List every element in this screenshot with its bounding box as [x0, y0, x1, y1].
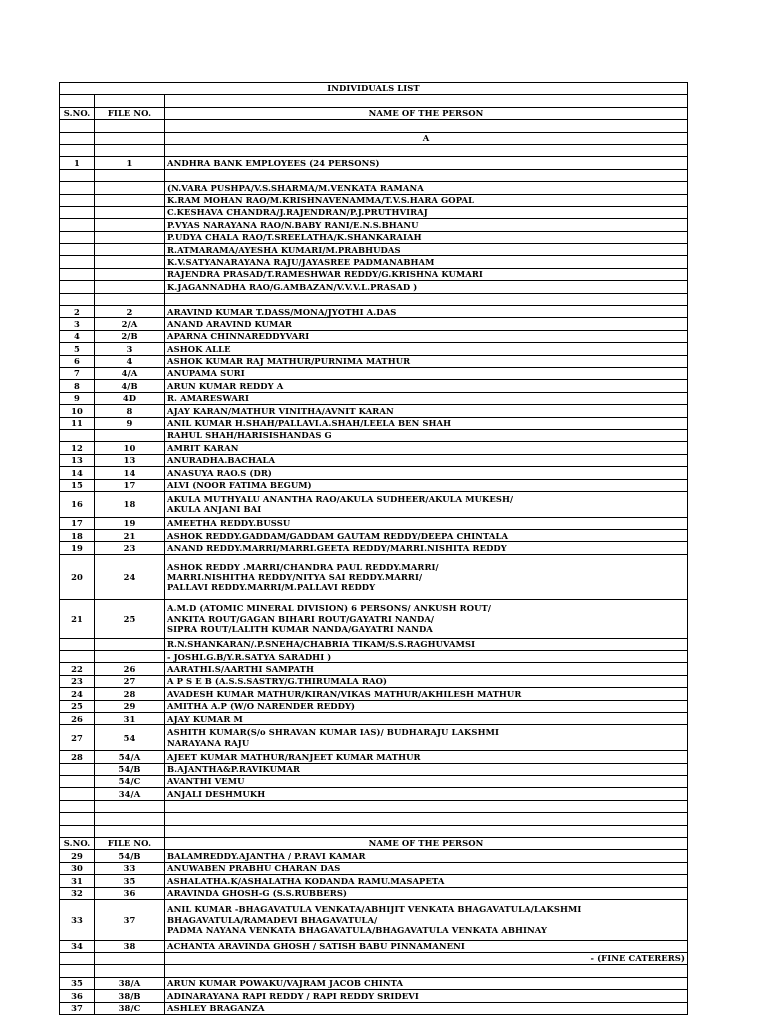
title-row: [60, 83, 688, 95]
serial-number: 26: [60, 713, 95, 725]
file-number: 18: [95, 491, 165, 517]
table-row: [60, 417, 688, 429]
file-number: [95, 800, 165, 812]
file-number: 2: [95, 306, 165, 318]
person-name: K.V.SATYANARAYANA RAJU/JAYASREE PADMANABHAM: [165, 256, 688, 268]
file-number: [95, 281, 165, 293]
serial-number: 9: [60, 392, 95, 404]
person-name: AJEET KUMAR MATHUR/RANJEET KUMAR MATHUR: [165, 751, 688, 763]
person-name: RAHUL SHAH/HARISISHANDAS G: [165, 429, 688, 441]
person-name: ANDHRA BANK EMPLOYEES (24 PERSONS): [165, 157, 688, 169]
table-row: [60, 638, 688, 650]
file-number: [95, 825, 165, 837]
file-number: [95, 651, 165, 663]
person-name: [165, 293, 688, 305]
file-number: 38/A: [95, 977, 165, 989]
person-name: ANUWABEN PRABHU CHARAN DAS: [165, 862, 688, 874]
table-row: [60, 663, 688, 675]
table-row: [60, 293, 688, 305]
table-row: [60, 554, 688, 600]
spacer-row: [60, 120, 688, 132]
serial-number: [60, 800, 95, 812]
serial-number: 36: [60, 990, 95, 1002]
serial-number: [60, 813, 95, 825]
person-name: [165, 965, 688, 977]
file-number: 4: [95, 355, 165, 367]
file-number: 54/B: [95, 763, 165, 775]
table-row: [60, 206, 688, 218]
spacer-row: [60, 95, 688, 107]
header-name: NAME OF THE PERSON: [165, 107, 688, 119]
person-name: P.UDYA CHALA RAO/T.SREELATHA/K.SHANKARAIAH: [165, 231, 688, 243]
file-number: 4/A: [95, 367, 165, 379]
table-row: [60, 990, 688, 1002]
table-row: [60, 675, 688, 687]
serial-number: 22: [60, 663, 95, 675]
file-number: 25: [95, 600, 165, 638]
file-number: 54/B: [95, 850, 165, 862]
table-row: [60, 479, 688, 491]
file-number: 24: [95, 554, 165, 600]
person-name: AVANTHI VEMU: [165, 775, 688, 787]
person-name: AMEETHA REDDY.BUSSU: [165, 517, 688, 529]
serial-number: [60, 206, 95, 218]
person-name: ACHANTA ARAVINDA GHOSH / SATISH BABU PINNAMANENI: [165, 940, 688, 952]
table-row: [60, 800, 688, 812]
table-row: [60, 813, 688, 825]
serial-number: 31: [60, 875, 95, 887]
table-row: [60, 965, 688, 977]
serial-number: 29: [60, 850, 95, 862]
table-row: [60, 763, 688, 775]
file-number: 17: [95, 479, 165, 491]
serial-number: 15: [60, 479, 95, 491]
person-name: ANAND ARAVIND KUMAR: [165, 318, 688, 330]
table-row: [60, 1002, 688, 1014]
table-row: [60, 467, 688, 479]
table-row: [60, 651, 688, 663]
serial-number: [60, 965, 95, 977]
file-number: 54/A: [95, 751, 165, 763]
table-row: [60, 231, 688, 243]
file-number: 36: [95, 887, 165, 899]
person-name: A.M.D (ATOMIC MINERAL DIVISION) 6 PERSONS/ ANKUSH ROUT/ ANKITA ROUT/GAGAN BIHARI ROUT/GAYATRI NANDA/ SIPRA ROUT/LALITH KUMAR NANDA/GAYATRI NANDA: [165, 600, 688, 638]
header-row: [60, 107, 688, 119]
table-row: [60, 542, 688, 554]
table-row: [60, 775, 688, 787]
serial-number: 27: [60, 725, 95, 751]
person-name: ASHLEY BRAGANZA: [165, 1002, 688, 1014]
table-row: [60, 169, 688, 181]
serial-number: [60, 763, 95, 775]
file-number: [95, 813, 165, 825]
file-number: [95, 194, 165, 206]
person-name: AVADESH KUMAR MATHUR/KIRAN/VIKAS MATHUR/AKHILESH MATHUR: [165, 688, 688, 700]
person-name: ANIL KUMAR H.SHAH/PALLAVI.A.SHAH/LEELA BEN SHAH: [165, 417, 688, 429]
serial-number: [60, 194, 95, 206]
serial-number: [60, 788, 95, 800]
table-row: [60, 517, 688, 529]
table-row: [60, 491, 688, 517]
file-number: 35: [95, 875, 165, 887]
table-row: [60, 952, 688, 964]
header-sno: S.NO.: [60, 107, 95, 119]
file-number: 29: [95, 700, 165, 712]
table-row: [60, 454, 688, 466]
person-name: ALVI (NOOR FATIMA BEGUM): [165, 479, 688, 491]
serial-number: 25: [60, 700, 95, 712]
table-row: [60, 144, 688, 156]
table-row: [60, 862, 688, 874]
section-row: [60, 132, 688, 144]
serial-number: 16: [60, 491, 95, 517]
file-number: [95, 169, 165, 181]
serial-number: [60, 244, 95, 256]
serial-number: [60, 268, 95, 280]
table-row: [60, 306, 688, 318]
person-name: ARAVIND KUMAR T.DASS/MONA/JYOTHI A.DAS: [165, 306, 688, 318]
table-row: [60, 256, 688, 268]
person-name: R. AMARESWARI: [165, 392, 688, 404]
table-row: [60, 380, 688, 392]
table-row: [60, 343, 688, 355]
file-number: [95, 182, 165, 194]
header-file: FILE NO.: [95, 107, 165, 119]
person-name: AMITHA A.P (W/O NARENDER REDDY): [165, 700, 688, 712]
person-name: APARNA CHINNAREDDYVARI: [165, 330, 688, 342]
person-name: ARUN KUMAR REDDY A: [165, 380, 688, 392]
serial-number: 18: [60, 530, 95, 542]
table-row: [60, 281, 688, 293]
table-row: [60, 330, 688, 342]
table-row: [60, 977, 688, 989]
serial-number: 33: [60, 899, 95, 940]
serial-number: 21: [60, 600, 95, 638]
serial-number: [60, 775, 95, 787]
file-number: 38/B: [95, 990, 165, 1002]
person-name: [165, 813, 688, 825]
file-number: 13: [95, 454, 165, 466]
serial-number: 11: [60, 417, 95, 429]
serial-number: [60, 825, 95, 837]
file-number: 9: [95, 417, 165, 429]
person-name: ASHOK REDDY .MARRI/CHANDRA PAUL REDDY.MARRI/ MARRI.NISHITHA REDDY/NITYA SAI REDDY.MARRI/ PALLAVI REDDY.MARRI/M.PALLAVI REDDY: [165, 554, 688, 600]
serial-number: 7: [60, 367, 95, 379]
person-name: AARATHI.S/AARTHI SAMPATH: [165, 663, 688, 675]
file-number: 28: [95, 688, 165, 700]
serial-number: [60, 231, 95, 243]
serial-number: [60, 638, 95, 650]
person-name: [165, 169, 688, 181]
file-number: [95, 429, 165, 441]
person-name: A P S E B (A.S.S.SASTRY/G.THIRUMALA RAO): [165, 675, 688, 687]
file-number: 54/C: [95, 775, 165, 787]
person-name: ANASUYA RAO.S (DR): [165, 467, 688, 479]
person-name: RAJENDRA PRASAD/T.RAMESHWAR REDDY/G.KRISHNA KUMARI: [165, 268, 688, 280]
serial-number: 23: [60, 675, 95, 687]
header-name: NAME OF THE PERSON: [165, 837, 688, 849]
section-letter: A: [165, 132, 688, 144]
table-row: [60, 244, 688, 256]
serial-number: 28: [60, 751, 95, 763]
serial-number: [60, 144, 95, 156]
file-number: 4D: [95, 392, 165, 404]
file-number: 2/B: [95, 330, 165, 342]
serial-number: 24: [60, 688, 95, 700]
table-row: [60, 194, 688, 206]
table-row: [60, 268, 688, 280]
table-row: [60, 157, 688, 169]
file-number: 10: [95, 442, 165, 454]
file-number: [95, 144, 165, 156]
person-name: ASHITH KUMAR(S/o SHRAVAN KUMAR IAS)/ BUDHARAJU LAKSHMI NARAYANA RAJU: [165, 725, 688, 751]
table-row: [60, 825, 688, 837]
file-number: [95, 952, 165, 964]
person-name: [165, 144, 688, 156]
serial-number: 35: [60, 977, 95, 989]
person-name: B.AJANTHA&P.RAVIKUMAR: [165, 763, 688, 775]
table-row: [60, 688, 688, 700]
person-name: K.RAM MOHAN RAO/M.KRISHNAVENAMMA/T.V.S.HARA GOPAL: [165, 194, 688, 206]
person-name: ANJALI DESHMUKH: [165, 788, 688, 800]
file-number: 27: [95, 675, 165, 687]
table-row: [60, 219, 688, 231]
table-row: [60, 355, 688, 367]
file-number: 21: [95, 530, 165, 542]
table-row: [60, 367, 688, 379]
file-number: 37: [95, 899, 165, 940]
header-file: FILE NO.: [95, 837, 165, 849]
file-number: [95, 231, 165, 243]
serial-number: 14: [60, 467, 95, 479]
person-name: P.VYAS NARAYANA RAO/N.BABY RANI/E.N.S.BHANU: [165, 219, 688, 231]
table-row: [60, 788, 688, 800]
file-number: 33: [95, 862, 165, 874]
serial-number: 4: [60, 330, 95, 342]
person-name: AJAY KUMAR M: [165, 713, 688, 725]
person-name: C.KESHAVA CHANDRA/J.RAJENDRAN/P.J.PRUTHVIRAJ: [165, 206, 688, 218]
person-name: ARUN KUMAR POWAKU/VAJRAM JACOB CHINTA: [165, 977, 688, 989]
table-row: [60, 318, 688, 330]
file-number: 4/B: [95, 380, 165, 392]
file-number: [95, 244, 165, 256]
person-name: ARAVINDA GHOSH-G (S.S.RUBBERS): [165, 887, 688, 899]
table-row: [60, 725, 688, 751]
serial-number: 2: [60, 306, 95, 318]
serial-number: 20: [60, 554, 95, 600]
list-title: INDIVIDUALS LIST: [60, 83, 688, 95]
file-number: 31: [95, 713, 165, 725]
person-name: AMRIT KARAN: [165, 442, 688, 454]
table-row: [60, 600, 688, 638]
serial-number: 32: [60, 887, 95, 899]
table-row: [60, 442, 688, 454]
table-row: [60, 182, 688, 194]
serial-number: [60, 256, 95, 268]
serial-number: [60, 651, 95, 663]
file-number: 2/A: [95, 318, 165, 330]
serial-number: 6: [60, 355, 95, 367]
table-row: [60, 887, 688, 899]
table-row: [60, 875, 688, 887]
file-number: 54: [95, 725, 165, 751]
person-name: K.JAGANNADHA RAO/G.AMBAZAN/V.V.V.L.PRASAD ): [165, 281, 688, 293]
serial-number: [60, 219, 95, 231]
person-name: ASHOK ALLE: [165, 343, 688, 355]
person-name: - JOSHI.G.B/Y.R.SATYA SARADHI ): [165, 651, 688, 663]
person-name: - (FINE CATERERS): [165, 952, 688, 964]
header-sno: S.NO.: [60, 837, 95, 849]
table-row: [60, 940, 688, 952]
serial-number: [60, 169, 95, 181]
table-row: [60, 530, 688, 542]
serial-number: 1: [60, 157, 95, 169]
person-name: [165, 800, 688, 812]
header-row-repeat: [60, 837, 688, 849]
table-row: [60, 405, 688, 417]
serial-number: 13: [60, 454, 95, 466]
file-number: [95, 268, 165, 280]
table-row: [60, 429, 688, 441]
file-number: 34/A: [95, 788, 165, 800]
table-row: [60, 713, 688, 725]
person-name: (N.VARA PUSHPA/V.S.SHARMA/M.VENKATA RAMANA: [165, 182, 688, 194]
file-number: 26: [95, 663, 165, 675]
person-name: ASHOK REDDY.GADDAM/GADDAM GAUTAM REDDY/DEEPA CHINTALA: [165, 530, 688, 542]
table-row: [60, 392, 688, 404]
file-number: [95, 965, 165, 977]
serial-number: 34: [60, 940, 95, 952]
file-number: 19: [95, 517, 165, 529]
file-number: 38/C: [95, 1002, 165, 1014]
file-number: 8: [95, 405, 165, 417]
person-name: AKULA MUTHYALU ANANTHA RAO/AKULA SUDHEER/AKULA MUKESH/ AKULA ANJANI BAI: [165, 491, 688, 517]
person-name: ADINARAYANA RAPI REDDY / RAPI REDDY SRIDEVI: [165, 990, 688, 1002]
file-number: [95, 256, 165, 268]
file-number: 14: [95, 467, 165, 479]
table-row: [60, 850, 688, 862]
serial-number: 30: [60, 862, 95, 874]
file-number: [95, 293, 165, 305]
serial-number: [60, 952, 95, 964]
person-name: ANIL KUMAR -BHAGAVATULA VENKATA/ABHIJIT VENKATA BHAGAVATULA/LAKSHMI BHAGAVATULA/RAMADEVI BHAGAVATULA/ PADMA NAYANA VENKATA BHAGAVATULA/BHAGAVATULA VENKATA ABHINAY: [165, 899, 688, 940]
serial-number: 3: [60, 318, 95, 330]
file-number: 23: [95, 542, 165, 554]
file-number: 38: [95, 940, 165, 952]
file-number: 1: [95, 157, 165, 169]
table-row: [60, 751, 688, 763]
serial-number: 8: [60, 380, 95, 392]
file-number: [95, 206, 165, 218]
serial-number: 19: [60, 542, 95, 554]
serial-number: [60, 429, 95, 441]
person-name: ASHALATHA.K/ASHALATHA KODANDA RAMU.MASAPETA: [165, 875, 688, 887]
person-name: [165, 825, 688, 837]
serial-number: [60, 182, 95, 194]
file-number: 3: [95, 343, 165, 355]
person-name: AJAY KARAN/MATHUR VINITHA/AVNIT KARAN: [165, 405, 688, 417]
serial-number: 10: [60, 405, 95, 417]
serial-number: [60, 281, 95, 293]
person-name: BALAMREDDY.AJANTHA / P.RAVI KAMAR: [165, 850, 688, 862]
person-name: ANUPAMA SURI: [165, 367, 688, 379]
person-name: ANAND REDDY.MARRI/MARRI.GEETA REDDY/MARRI.NISHITA REDDY: [165, 542, 688, 554]
serial-number: 17: [60, 517, 95, 529]
table-row: [60, 899, 688, 940]
person-name: R.N.SHANKARAN/.P.SNEHA/CHABRIA TIKAM/S.S.RAGHUVAMSI: [165, 638, 688, 650]
table-row: [60, 700, 688, 712]
person-name: ANURADHA.BACHALA: [165, 454, 688, 466]
file-number: [95, 219, 165, 231]
serial-number: 5: [60, 343, 95, 355]
serial-number: [60, 293, 95, 305]
individuals-table: [59, 82, 688, 1015]
serial-number: 37: [60, 1002, 95, 1014]
file-number: [95, 638, 165, 650]
serial-number: 12: [60, 442, 95, 454]
person-name: ASHOK KUMAR RAJ MATHUR/PURNIMA MATHUR: [165, 355, 688, 367]
person-name: R.ATMARAMA/AYESHA KUMARI/M.PRABHUDAS: [165, 244, 688, 256]
